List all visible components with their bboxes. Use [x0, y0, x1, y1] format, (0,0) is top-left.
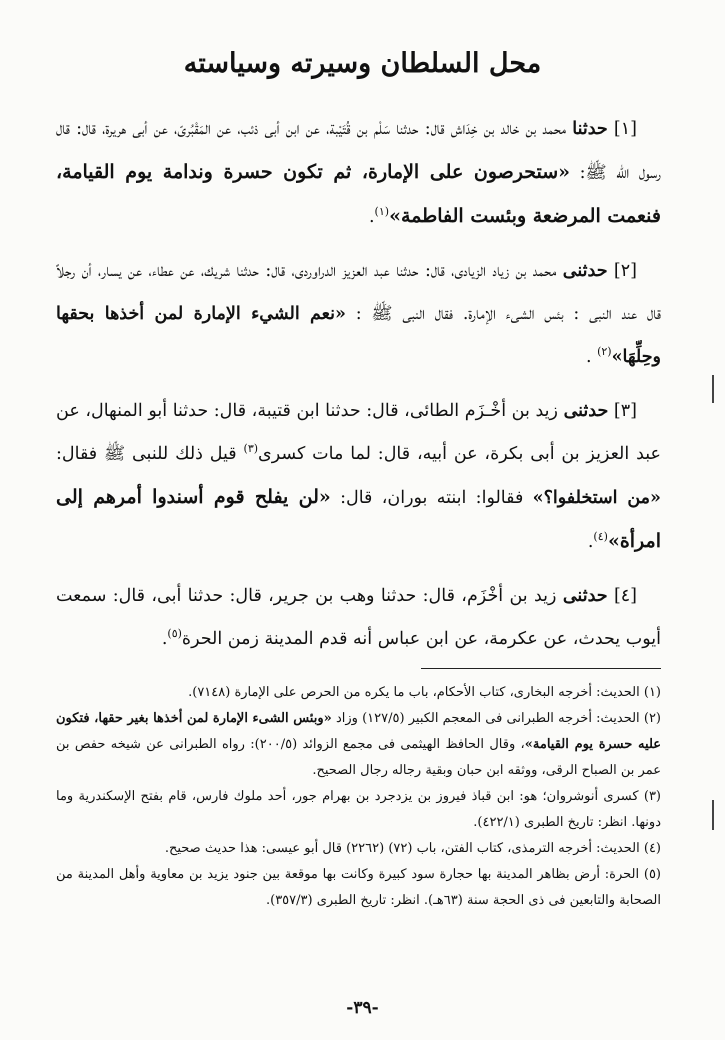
narration-lead: حدثنى — [562, 586, 608, 606]
hadith-4 — [56, 575, 661, 661]
page-number: -٣٩- — [346, 998, 379, 1018]
footnote-divider — [421, 668, 661, 669]
narrative-text: فقالوا: ابنته بوران، قال: — [340, 488, 524, 508]
hadith-number: [١] — [613, 119, 637, 139]
footnote-text: (٢) الحديث: أخرجه الطبرانى فى المعجم الكبير (١٢٧/٥) وزاد — [335, 711, 661, 726]
footnote-5: (٥) الحرة: أرض بظاهر المدينة بها حجارة سود كبيرة وكانت بها موقعة بين جنود يزيد بن معاوية وأهل المدينة من الصحابة والتابعين فى ذى الحجة سنة (٦٣هـ). انظر: تاريخ الطبرى (٣٥٧/٣). — [56, 867, 661, 908]
main-text — [56, 108, 661, 672]
footnote-ref: (٣) — [243, 442, 259, 456]
punctuation: . — [585, 347, 598, 367]
footnote-quote: «وبئس الشىء الإمارة لمن أخذها بغير حقها، فتكون عليه حسرة يوم القيامة» — [56, 711, 662, 752]
hadith-quote: «نعم الشيء الإمارة لمن أخذها بحقها وحِلِّهَا» — [56, 304, 661, 367]
hadith-number: [٣] — [613, 401, 637, 421]
narration-lead: حدثنا — [572, 119, 608, 139]
scan-margin-mark — [712, 800, 714, 830]
footnote-ref: (٢) — [597, 345, 612, 359]
hadith-quote: «من استخلفوا؟» — [532, 488, 661, 508]
narration-lead: حدثنى — [563, 401, 609, 421]
hadith-quote: «لن يفلح قوم أسندوا أمرهم إلى امرأة» — [56, 486, 661, 552]
isnad-text: محمد بن خالد بن خِدَاش قال: حدثنا سَلْم بن قُتَيْبة، عن ابن أبى ذئب، عن المَقْبُرىّ، عن أبى هريرة، قال: قال رسول الله ﷺ: — [56, 119, 661, 183]
footnote-3: (٣) كسرى أنوشروان؛ هو: ابن قباذ فيروز بن يزدجرد بن بهرام جور، أحد ملوك فارس، قام بفتح الإسكندرية وما دونها. انظر: تاريخ الطبرى (٤٢٢/١). — [56, 789, 661, 830]
punctuation: . — [161, 629, 168, 649]
punctuation: . — [368, 207, 375, 227]
isnad-text: زيد بن أخْـزَم الطائى، قال: حدثنا ابن قتيبة، قال: حدثنا أبو المنهال، عن عبد العزيز بن أبى بكرة، عن أبيه، قال: لما مات كسرى — [56, 401, 661, 464]
footnote-4: (٤) الحديث: أخرجه الترمذى، كتاب الفتن، باب (٧٢) (٢٢٦٢) قال أبو عيسى: هذا حديث صحيح. — [164, 841, 661, 856]
punctuation: . — [587, 532, 594, 552]
hadith-3 — [56, 390, 661, 564]
narrative-text: قيل ذلك للنبى ﷺ فقال: — [56, 444, 237, 464]
hadith-2 — [56, 250, 661, 379]
isnad-text: محمد بن زياد الزيادى، قال: حدثنا عبد العزيز الدراوردى، قال: حدثنا شريك، عن عطاء، عن يسار، أن رجلاً قال عند النبى : بئس الشىء الإمارة. فقال النبى ﷺ : — [56, 261, 661, 324]
footnote-2 — [56, 706, 661, 784]
footnote-ref: (٥) — [167, 627, 182, 641]
page-title: محل السلطان وسيرته وسياسته — [183, 48, 542, 79]
footnote-ref: (٤) — [593, 530, 608, 544]
hadith-1 — [56, 108, 661, 239]
hadith-number: [٢] — [613, 261, 637, 281]
hadith-quote: «ستحرصون على الإمارة، ثم تكون حسرة وندامة يوم القيامة، فنعمت المرضعة وبئست الفاطمة» — [56, 161, 661, 227]
footnotes — [56, 680, 661, 914]
narration-lead: حدثنى — [562, 261, 608, 281]
isnad-text: زيد بن أخْزَم، قال: حدثنا وهب بن جرير، قال: حدثنا أبى، قال: سمعت أيوب يحدث، عن عكرمة، عن ابن عباس أنه قدم المدينة زمن الحرة — [56, 586, 661, 649]
hadith-number: [٤] — [613, 586, 637, 606]
footnote-text: ، وقال الحافظ الهيثمى فى مجمع الزوائد (٢٠٠/٥): رواه الطبرانى عن شيخه حفص بن عمر بن الصباح الرقى، ووثقه ابن حبان وبقية رجاله رجال الصحيح. — [56, 737, 661, 778]
footnote-1: (١) الحديث: أخرجه البخارى، كتاب الأحكام، باب ما يكره من الحرص على الإمارة (٧١٤٨). — [188, 685, 661, 700]
scan-margin-mark — [712, 375, 714, 403]
footnote-ref: (١) — [374, 205, 390, 219]
